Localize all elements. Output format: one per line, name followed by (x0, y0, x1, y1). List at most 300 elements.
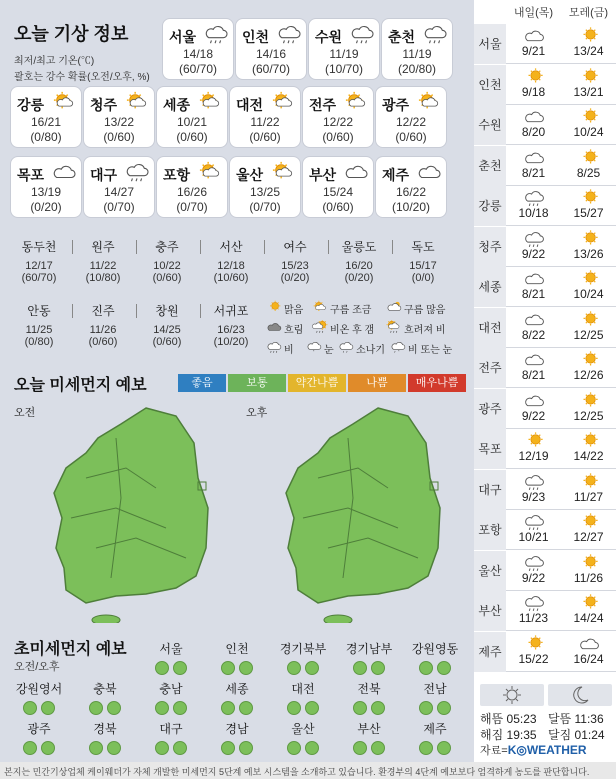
forecast-row (474, 429, 616, 469)
korea-map-shape (286, 408, 440, 603)
city-card (375, 156, 447, 218)
city-temp: 13/19 (30, 185, 62, 199)
legend-label: 흐림 (284, 325, 304, 336)
small-city-name: 안동 (27, 304, 51, 318)
city-name: 전주 (309, 97, 337, 113)
legend-label: 구름 조금 (330, 305, 372, 316)
city-name: 강릉 (17, 97, 45, 113)
day2-header: 모레(금) (568, 7, 609, 19)
am-dot (155, 741, 169, 755)
rain-then-clear-icon (312, 320, 328, 337)
small-city-prob: (0/60) (152, 336, 182, 348)
divider (264, 240, 265, 254)
small-city-name: 진주 (91, 304, 115, 318)
pm-dot (305, 661, 319, 675)
fine-dust-region (338, 680, 400, 715)
am-dot (23, 741, 37, 755)
pm-dot (173, 661, 187, 675)
small-city-prob: (0/60) (152, 272, 182, 284)
city-prob: (0/60) (322, 200, 354, 214)
rain-icon (266, 340, 282, 357)
partly-cloudy-icon (51, 91, 77, 113)
small-city-temp: 12/17 (25, 260, 53, 272)
region-name: 경기남부 (345, 642, 393, 656)
day1-temp: 9/18 (521, 84, 546, 99)
divider (72, 240, 73, 254)
day1-temp: 11/23 (518, 611, 549, 625)
forecast-row (474, 591, 616, 631)
city-name: 수원 (315, 29, 343, 45)
forecast-city: 서울 (474, 24, 506, 64)
day1-header: 내일(목) (513, 7, 554, 19)
am-dot (287, 661, 301, 675)
sun-icon (523, 67, 545, 85)
city-name: 대구 (90, 167, 118, 183)
rain-cloud-icon (203, 23, 229, 45)
dust-level-chip: 좋음 (178, 374, 226, 392)
small-city-prob: (10/20) (213, 336, 249, 348)
legend-item (266, 300, 303, 317)
city-prob: (0/20) (30, 200, 62, 214)
page-title: 오늘 기상 정보 (14, 24, 129, 44)
snow-icon (306, 340, 322, 357)
rain-cloud-icon (523, 472, 545, 490)
city-name: 인천 (242, 29, 270, 45)
legend-item (306, 340, 334, 357)
city-card (302, 156, 374, 218)
forecast-city: 울산 (474, 551, 506, 591)
small-city-temp: 12/18 (217, 260, 245, 272)
forecast-row (474, 105, 616, 145)
am-dot (353, 701, 367, 715)
region-name: 울산 (291, 722, 315, 736)
small-city (200, 238, 262, 284)
day1-temp: 15/22 (518, 651, 549, 666)
city-card (381, 18, 453, 80)
sun-icon (578, 512, 600, 530)
rain-cloud-icon (523, 229, 545, 247)
sun-icon (578, 310, 600, 328)
city-prob: (0/60) (395, 130, 427, 144)
partly-cloudy-icon (124, 91, 150, 113)
fine-dust-region (140, 640, 202, 675)
cloud-icon (523, 26, 545, 44)
fine-dust-region (404, 640, 466, 675)
city-prob: (60/70) (178, 62, 218, 76)
small-city-prob: (0/60) (88, 336, 118, 348)
divider (136, 304, 137, 318)
region-name: 경북 (93, 722, 117, 736)
fine-dust-title: 초미세먼지 예보 (14, 641, 127, 658)
footer-note: 본지는 민간기상업체 케이웨더가 자체 개발한 미세먼지 5단계 예보 시스템을 소개하고 있습니다. 환경부의 4단계 예보보다 엄격하게 농도를 판단합니다. (0, 762, 616, 779)
region-name: 제주 (423, 722, 447, 736)
region-name: 강원영서 (15, 682, 63, 696)
city-name: 목포 (17, 167, 45, 183)
partly-cloudy-icon (197, 161, 223, 183)
svg-text:*: * (398, 348, 400, 354)
forecast-row (474, 65, 616, 105)
rain-cloud-icon (523, 512, 545, 530)
day1-temp: 8/21 (521, 287, 546, 301)
day2-temp: 12/25 (573, 408, 604, 423)
pm-dot (437, 741, 451, 755)
dust-level-chip: 나쁨 (348, 374, 406, 392)
region-name: 광주 (27, 722, 51, 736)
rain-cloud-icon (523, 593, 545, 611)
city-prob: (0/60) (322, 130, 354, 144)
sun-icon (578, 472, 600, 490)
forecast-row (474, 186, 616, 226)
day1-temp: 9/21 (521, 44, 546, 58)
cloud-icon (523, 310, 545, 328)
source-prefix: 자료= (480, 745, 508, 757)
region-name: 충북 (93, 682, 117, 696)
sun-icon (578, 269, 600, 287)
city-temp: 14/16 (255, 47, 287, 61)
small-city (200, 302, 262, 348)
legend-item (386, 320, 445, 337)
legend-label: 비 (284, 345, 294, 356)
forecast-city: 대전 (474, 308, 506, 348)
small-city (136, 302, 198, 348)
day2-temp: 13/24 (573, 44, 604, 58)
am-dot (221, 741, 235, 755)
small-city-temp: 16/20 (345, 260, 373, 272)
day2-temp: 13/26 (573, 246, 604, 261)
fine-dust-region (272, 720, 334, 755)
cloud-icon (416, 161, 442, 183)
city-card (156, 86, 228, 148)
am-dot (23, 701, 37, 715)
small-city-temp: 11/25 (25, 324, 53, 336)
forecast-row (474, 308, 616, 348)
small-city-temp: 10/22 (153, 260, 181, 272)
region-name: 강원영동 (411, 642, 459, 656)
city-name: 서울 (169, 29, 197, 45)
moon-box (548, 684, 612, 706)
small-city-prob: (0/20) (280, 272, 310, 284)
day2-temp: 12/25 (573, 327, 604, 342)
city-temp: 12/22 (395, 115, 427, 129)
sun-icon (523, 634, 545, 652)
city-prob: (0/80) (30, 130, 62, 144)
city-card (302, 86, 374, 148)
pm-dot (107, 701, 121, 715)
city-name: 대전 (236, 97, 264, 113)
legend-item (312, 300, 371, 317)
fine-dust-region (272, 680, 334, 715)
day1-temp: 8/20 (521, 125, 546, 139)
dust-level-chip: 매우나쁨 (408, 374, 466, 392)
forecast-row (474, 470, 616, 510)
legend-item (338, 340, 385, 357)
small-city-prob: (10/80) (85, 272, 121, 284)
region-name: 서울 (159, 642, 183, 656)
divider (392, 240, 393, 254)
dust-level-chip: 약간나쁨 (288, 374, 346, 392)
region-name: 대전 (291, 682, 315, 696)
divider (72, 304, 73, 318)
forecast-city: 제주 (474, 632, 506, 672)
small-city-prob: (10/60) (213, 272, 249, 284)
forecast-row (474, 510, 616, 550)
city-prob: (60/70) (251, 62, 291, 76)
pm-dot (371, 701, 385, 715)
city-card (156, 156, 228, 218)
sun-icon (578, 593, 600, 611)
mostly-cloudy-icon (386, 300, 402, 317)
city-temp: 10/21 (176, 115, 208, 129)
city-name: 포항 (163, 167, 191, 183)
small-city-temp: 14/25 (153, 324, 181, 336)
small-city-name: 동두천 (21, 240, 57, 254)
small-city (8, 238, 70, 284)
cloud-icon (523, 107, 545, 125)
small-city-temp: 16/23 (217, 324, 245, 336)
sun-box (480, 684, 544, 706)
korea-map-shape (54, 408, 208, 603)
small-city-name: 창원 (155, 304, 179, 318)
day2-temp: 11/26 (573, 570, 604, 585)
fine-dust-region (74, 720, 136, 755)
small-city (8, 302, 70, 348)
day1-temp: 9/23 (521, 489, 546, 504)
sun-icon (578, 26, 600, 44)
day2-temp: 12/26 (573, 368, 604, 382)
forecast-panel (474, 0, 616, 762)
small-city (264, 238, 326, 284)
city-temp: 16/21 (30, 115, 62, 129)
city-name: 광주 (382, 97, 410, 113)
pm-dot (371, 741, 385, 755)
city-temp: 13/22 (103, 115, 135, 129)
am-dot (89, 701, 103, 715)
small-city-name: 충주 (155, 240, 179, 254)
city-card (235, 18, 307, 80)
small-city (392, 238, 454, 284)
sun-icon (578, 431, 600, 449)
day1-temp: 8/21 (521, 165, 546, 180)
forecast-row (474, 146, 616, 186)
city-card (308, 18, 380, 80)
cloud-icon (523, 350, 545, 368)
keweather-logo: K◎WEATHER (507, 743, 587, 757)
fine-dust-region (272, 640, 334, 675)
legend-label: 비온 후 갬 (330, 325, 375, 336)
city-name: 춘천 (388, 29, 416, 45)
sun-icon (578, 148, 600, 166)
legend-label: 소나기 (356, 345, 385, 356)
legend-label: 비 또는 눈 (408, 345, 453, 356)
rain-cloud-icon (276, 23, 302, 45)
fine-dust-region (206, 640, 268, 675)
city-card (229, 86, 301, 148)
partly-cloudy-icon (270, 91, 296, 113)
city-temp: 13/25 (249, 185, 281, 199)
small-city-temp: 11/26 (89, 324, 117, 336)
sun-icon (523, 431, 545, 449)
region-name: 인천 (225, 642, 249, 656)
forecast-city: 세종 (474, 267, 506, 307)
rain-or-snow-icon (390, 340, 406, 357)
cloud-icon (523, 269, 545, 287)
fine-dust-region (206, 720, 268, 755)
sun-icon (578, 107, 600, 125)
sun-icon (266, 300, 282, 317)
sunrise-text: 해뜸 05:23 (480, 712, 537, 726)
forecast-row (474, 551, 616, 591)
day2-temp: 13/21 (573, 84, 604, 99)
small-city-prob: (0/20) (344, 272, 374, 284)
shower-icon (338, 340, 354, 357)
forecast-city: 포항 (474, 510, 506, 550)
small-city-name: 서귀포 (213, 304, 249, 318)
pm-dot (437, 701, 451, 715)
moon-icon (548, 684, 612, 706)
pm-dot (41, 701, 55, 715)
city-prob: (0/60) (249, 130, 281, 144)
fine-dust-subtitle: 오전/오후 (14, 661, 60, 673)
small-city-prob: (0/80) (24, 336, 54, 348)
small-city (136, 238, 198, 284)
divider (328, 240, 329, 254)
pm-dot (41, 741, 55, 755)
city-prob: (0/60) (176, 130, 208, 144)
sun-icon (578, 188, 600, 206)
day1-temp: 9/22 (521, 570, 546, 585)
city-temp: 16/26 (176, 185, 208, 199)
forecast-row (474, 227, 616, 267)
day2-temp: 16/24 (573, 651, 604, 666)
day1-temp: 10/18 (518, 206, 549, 220)
fine-dust-region (74, 680, 136, 715)
small-city-temp: 15/17 (409, 260, 437, 272)
city-card (10, 86, 82, 148)
am-dot (221, 701, 235, 715)
legend-item (390, 340, 452, 357)
forecast-city: 춘천 (474, 146, 506, 186)
am-dot (419, 701, 433, 715)
fine-dust-region (404, 680, 466, 715)
pm-label: 오후 (246, 407, 268, 419)
rain-cloud-icon (523, 188, 545, 206)
city-temp: 12/22 (322, 115, 354, 129)
am-dot (419, 741, 433, 755)
fine-dust-region (8, 720, 70, 755)
legend-item (386, 300, 445, 317)
day1-temp: 9/22 (521, 246, 546, 261)
fine-dust-region (338, 720, 400, 755)
temp-note: 최저/최고 기온(℃) (14, 56, 95, 67)
sun-icon (578, 229, 600, 247)
moonrise-text: 달뜸 11:36 (548, 712, 604, 726)
cloud-icon (51, 161, 77, 183)
day2-temp: 12/27 (573, 530, 604, 544)
small-city-prob: (60/70) (21, 272, 57, 284)
small-city-temp: 11/22 (89, 260, 117, 272)
pm-dot (239, 701, 253, 715)
forecast-row (474, 389, 616, 429)
sun-icon (578, 553, 600, 571)
am-label: 오전 (14, 407, 36, 419)
sun-icon (578, 350, 600, 368)
am-dot (419, 661, 433, 675)
forecast-city: 수원 (474, 105, 506, 145)
forecast-city: 청주 (474, 227, 506, 267)
am-dust-map (26, 398, 226, 623)
forecast-city: 강릉 (474, 186, 506, 226)
forecast-city: 대구 (474, 470, 506, 510)
partly-cloudy-icon (270, 161, 296, 183)
legend-item (266, 320, 303, 337)
rain-cloud-icon (422, 23, 448, 45)
pm-dot (173, 701, 187, 715)
small-city-temp: 15/23 (281, 260, 309, 272)
legend-label: 흐려져 비 (404, 325, 446, 336)
pm-dot (107, 741, 121, 755)
jeju-island (92, 615, 120, 623)
day2-temp: 11/27 (573, 489, 604, 504)
cloud-icon (578, 634, 600, 652)
region-name: 전북 (357, 682, 381, 696)
city-temp: 11/22 (250, 115, 280, 129)
sunset-text: 해짐 19:35 (480, 728, 537, 742)
city-name: 제주 (382, 167, 410, 183)
sun-icon (578, 391, 600, 409)
pm-dot (305, 701, 319, 715)
pm-dust-map (258, 398, 458, 623)
rain-cloud-icon (124, 161, 150, 183)
region-name: 충남 (159, 682, 183, 696)
source-credit (480, 742, 587, 758)
rain-cloud-icon (349, 23, 375, 45)
partly-cloudy-icon (197, 91, 223, 113)
sun-icon (578, 67, 600, 85)
am-dot (287, 701, 301, 715)
city-prob: (10/20) (391, 200, 431, 214)
svg-text:*: * (312, 348, 315, 354)
moonset-text: 달짐 01:24 (548, 728, 605, 742)
city-prob: (20/80) (397, 62, 437, 76)
forecast-city: 인천 (474, 65, 506, 105)
pm-dot (239, 741, 253, 755)
am-dot (155, 661, 169, 675)
day1-temp: 9/22 (521, 408, 546, 423)
am-dot (155, 701, 169, 715)
legend-label: 구름 많음 (404, 305, 446, 316)
legend-label: 맑음 (284, 305, 304, 316)
region-name: 세종 (225, 682, 249, 696)
am-dot (287, 741, 301, 755)
region-name: 경남 (225, 722, 249, 736)
small-city-name: 울릉도 (341, 240, 377, 254)
cloud-icon (523, 391, 545, 409)
small-city-name: 원주 (91, 240, 115, 254)
partly-cloudy-icon (312, 300, 328, 317)
overcast-icon (266, 320, 282, 337)
city-temp: 14/27 (103, 185, 135, 199)
small-city (72, 302, 134, 348)
city-card (83, 86, 155, 148)
city-name: 청주 (90, 97, 118, 113)
forecast-row (474, 348, 616, 388)
divider (200, 304, 201, 318)
small-city (328, 238, 390, 284)
forecast-city: 목포 (474, 429, 506, 469)
cloud-icon (523, 148, 545, 166)
day2-temp: 10/24 (573, 287, 604, 301)
fine-dust-region (140, 680, 202, 715)
